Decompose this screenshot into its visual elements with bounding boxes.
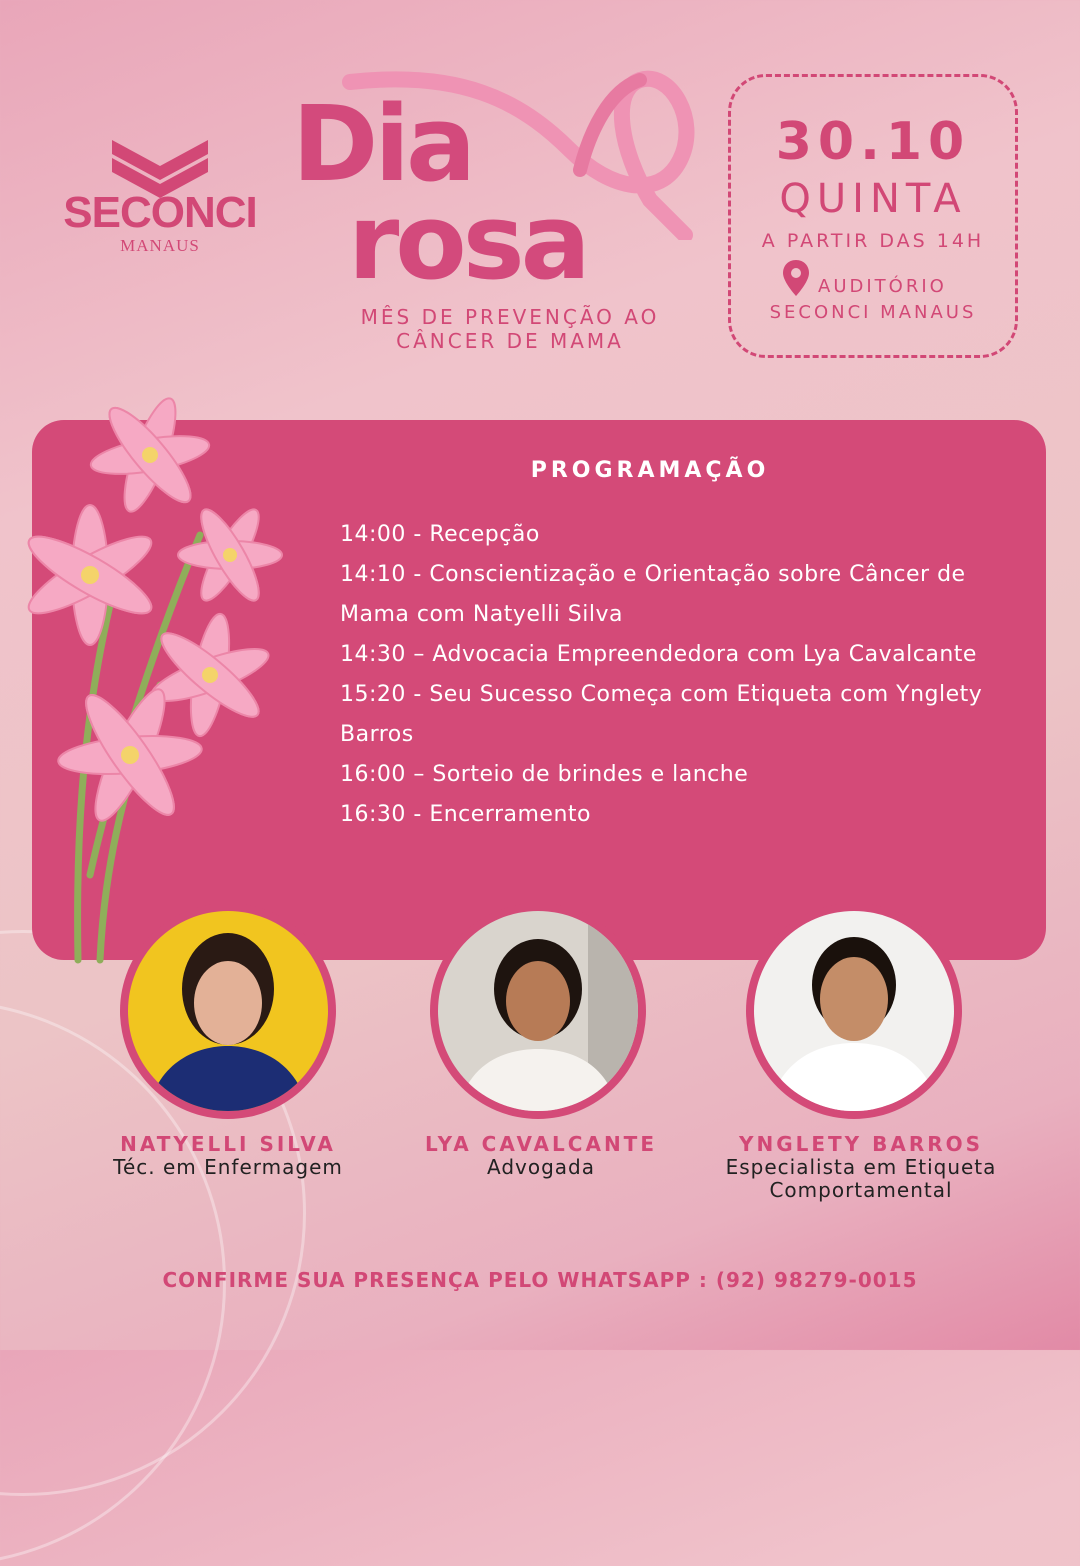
- avatar: [754, 911, 954, 1111]
- speaker-role: Advogada: [487, 1155, 595, 1179]
- subtitle-line-2: CÂNCER DE MAMA: [396, 329, 624, 353]
- speaker-name: YNGLETY BARROS: [738, 1132, 984, 1156]
- page-title-line-2: rosa: [348, 181, 587, 303]
- program-item: 14:00 - Recepção: [340, 522, 540, 547]
- event-venue-line-1: AUDITÓRIO: [818, 276, 947, 297]
- speaker-photo-ynglety: [746, 903, 962, 1119]
- speaker-photo-natyelli: [120, 903, 336, 1119]
- program-item: 14:10 - Conscientização e Orientação sobre Câncer de Mama com Natyelli Silva: [340, 562, 966, 627]
- logo-subtitle: MANAUS: [120, 236, 200, 255]
- speaker-name: NATYELLI SILVA: [120, 1132, 336, 1156]
- speaker-role-line-1: Especialista em Etiqueta: [725, 1155, 997, 1179]
- program-item: 15:20 - Seu Sucesso Começa com Etiqueta com Ynglety Barros: [340, 682, 983, 747]
- avatar: [128, 911, 328, 1111]
- lily-flowers-illustration: [0, 355, 340, 965]
- program-title: PROGRAMAÇÃO: [530, 458, 770, 483]
- program-item: 16:00 – Sorteio de brindes e lanche: [340, 762, 749, 787]
- logo-name: SECONCI: [63, 188, 257, 237]
- page-subtitle: [300, 305, 720, 353]
- speaker-role: [701, 1156, 1021, 1202]
- location-pin-icon: [782, 258, 810, 298]
- event-venue-line-2: SECONCI MANAUS: [769, 302, 977, 323]
- program-item: 14:30 – Advocacia Empreendedora com Lya Cavalcante: [340, 642, 977, 667]
- program-item: 16:30 - Encerramento: [340, 802, 591, 827]
- speaker-name: LYA CAVALCANTE: [425, 1132, 657, 1156]
- subtitle-line-1: MÊS DE PREVENÇÃO AO: [360, 305, 660, 329]
- program-list: [340, 515, 1030, 835]
- event-time: A PARTIR DAS 14H: [761, 230, 985, 252]
- event-weekday: QUINTA: [779, 176, 967, 222]
- page-title-line-1: Dia: [292, 83, 473, 205]
- whatsapp-cta: CONFIRME SUA PRESENÇA PELO WHATSAPP : (92) 98279-0015: [162, 1268, 918, 1292]
- speaker-photo-lya: [430, 903, 646, 1119]
- speaker-role-line-2: Comportamental: [769, 1178, 953, 1202]
- event-date: 30.10: [775, 112, 971, 172]
- speaker-role: Téc. em Enfermagem: [113, 1155, 343, 1179]
- avatar: [438, 911, 638, 1111]
